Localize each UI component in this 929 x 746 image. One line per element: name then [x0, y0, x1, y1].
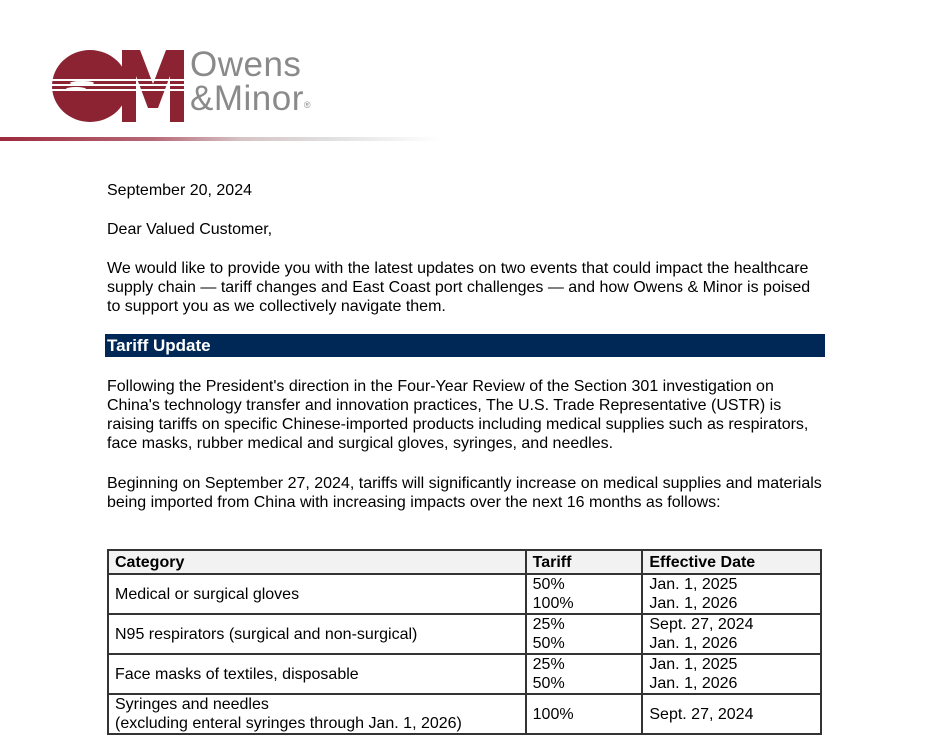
header-gradient-rule — [0, 137, 440, 141]
table-row — [108, 614, 821, 654]
table-header-row — [108, 550, 821, 574]
date-cell — [642, 614, 821, 654]
date-cell-line: Jan. 1, 2026 — [649, 635, 738, 652]
table-row — [108, 574, 821, 614]
date-cell — [642, 694, 821, 734]
date-cell-line: Sept. 27, 2024 — [649, 705, 754, 723]
table-row — [108, 654, 821, 694]
date-cell-line: Jan. 1, 2025 — [649, 576, 738, 593]
category-cell-line: Syringes and needles — [115, 696, 269, 713]
tariff-paragraph-2: Beginning on September 27, 2024, tariffs will significantly increase on medical supplies and materials being imported from China with increasing impacts over the next 16 months as follows: — [107, 475, 822, 511]
tariff-cell-line: 25% — [532, 616, 565, 633]
logo-line-owens: Owens — [190, 45, 302, 84]
tariff-cell-line: 50% — [532, 635, 565, 652]
category-cell-line: (excluding enteral syringes through Jan. 1, 2026) — [115, 715, 462, 732]
tariff-paragraph-1: Following the President's direction in the Four-Year Review of the Section 301 investigation on China's technology transfer and innovation practices, The U.S. Trade Representative (USTR) is raising tariffs on specific Chinese-imported products including medical supplies such as respirators, face masks, rubber medical and surgical gloves, syringes, and needles. — [107, 378, 809, 452]
logo-line-minor-text: &Minor — [190, 79, 304, 118]
date-cell-line: Sept. 27, 2024 — [649, 616, 754, 633]
category-cell — [108, 574, 526, 614]
letter-salutation: Dear Valued Customer, — [107, 221, 273, 238]
tariff-cell — [526, 574, 643, 614]
tariff-cell — [526, 654, 643, 694]
category-cell-line: Medical or surgical gloves — [115, 585, 300, 603]
date-cell-line: Jan. 1, 2025 — [649, 656, 738, 673]
tariff-cell-line: 25% — [532, 656, 565, 673]
header-effective-date: Effective Date — [642, 550, 821, 574]
date-cell-line: Jan. 1, 2026 — [649, 595, 738, 612]
tariff-cell — [526, 614, 643, 654]
logo-line-minor — [190, 79, 312, 118]
tariff-cell — [526, 694, 643, 734]
section-banner — [105, 334, 825, 357]
category-cell — [108, 654, 526, 694]
tariff-cell-line: 50% — [532, 576, 565, 593]
category-cell — [108, 694, 526, 734]
category-cell-line: Face masks of textiles, disposable — [115, 665, 359, 683]
table-row — [108, 694, 821, 734]
header-tariff: Tariff — [526, 550, 643, 574]
category-cell — [108, 614, 526, 654]
category-cell-line: N95 respirators (surgical and non-surgical) — [115, 625, 418, 643]
letter-date: September 20, 2024 — [107, 182, 252, 199]
header-category: Category — [108, 550, 526, 574]
tariff-cell-line: 100% — [532, 705, 574, 723]
intro-paragraph: We would like to provide you with the latest updates on two events that could impact the healthcare supply chain — tariff changes and East Coast port challenges — and how Owens & Minor is poised to support you as we collectively navigate them. — [107, 260, 811, 315]
tariff-cell-line: 100% — [532, 595, 574, 612]
section-title: Tariff Update — [107, 336, 211, 355]
tariff-cell-line: 50% — [532, 675, 565, 692]
date-cell — [642, 574, 821, 614]
om-logo-mark-icon — [52, 50, 184, 122]
date-cell-line: Jan. 1, 2026 — [649, 675, 738, 692]
company-logo — [52, 45, 352, 124]
registered-mark: ® — [303, 100, 312, 110]
logo-wordmark — [190, 45, 312, 118]
date-cell — [642, 654, 821, 694]
tariff-table — [107, 549, 822, 735]
